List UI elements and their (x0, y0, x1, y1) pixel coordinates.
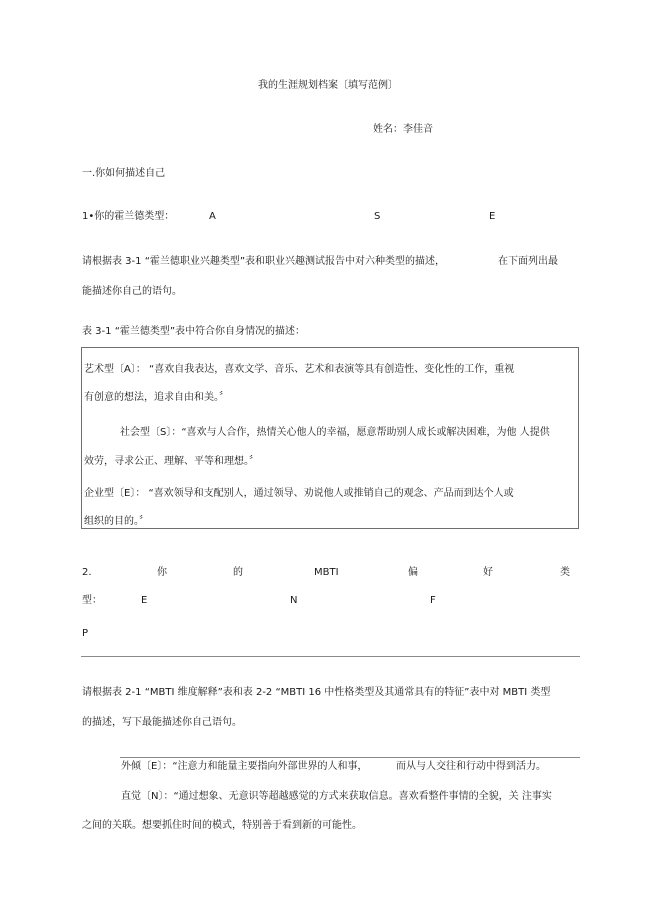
mbti-question-word-5: 偏 (408, 567, 418, 578)
mbti-instruction-line2: 的描述，写下最能描述你自己语句。 (82, 717, 242, 728)
mbti-question-word-2: 你 (157, 567, 167, 578)
extravert-description-tail: 而从与人交往和行动中得到活力。 (396, 761, 546, 772)
mbti-type-label: 型： (82, 595, 102, 606)
holland-code-3: E (489, 211, 496, 222)
mbti-question-word-3: 的 (233, 567, 243, 578)
holland-instruction-line1-tail: 在下面列出最 (498, 256, 558, 267)
student-name: 姓名：李佳音 (373, 124, 433, 135)
page-title: 我的生涯规划档案〔填写范例〕 (258, 80, 398, 91)
holland-instruction-line1: 请根据表 3-1 “霍兰德职业兴趣类型”表和职业兴趣测试报告中对六种类型的描述， (82, 256, 446, 267)
mbti-code-f: F (430, 595, 436, 606)
holland-instruction-line2: 能描述你自己的语句。 (82, 286, 182, 297)
artistic-description-line2: 有创意的想法，追求自由和美。〞 (84, 392, 229, 403)
holland-code-1: A (209, 211, 216, 222)
mbti-question-word-6: 好 (483, 567, 493, 578)
section1-heading: 一.你如何描述自己 (82, 168, 166, 179)
mbti-code-e: E (141, 595, 148, 606)
mbti-description-top-rule (120, 757, 580, 758)
mbti-code-p: P (82, 628, 89, 639)
mbti-instruction-line1: 请根据表 2-1 “MBTI 维度解释”表和表 2-2 “MBTI 16 中性格类型及其通常具有的特征”表中对 MBTI 类型 (82, 687, 551, 698)
intuition-description-line1: 直觉〔N〕：“通过想象、无意识等超越感觉的方式来获取信息。喜欢看整件事情的全貌，关 注事实 (121, 791, 552, 802)
extravert-description: 外倾〔E〕：“注意力和能量主要指向外部世界的人和事， (121, 761, 368, 772)
enterprising-description-line2: 组织的目的。〞 (84, 516, 149, 527)
section-divider (81, 656, 580, 657)
enterprising-description-line1: 企业型〔E〕： “喜欢领导和支配别人，通过领导、劝说他人或推销自己的观念、产品而到达个人或 (84, 488, 514, 499)
social-description-line2: 效劳，寻求公正、理解、平等和理想。〞 (84, 456, 259, 467)
artistic-description-line1: 艺术型〔A〕： “喜欢自我表达，喜欢文学、音乐、艺术和表演等具有创造性、变化性的工作，重视 (84, 364, 515, 375)
mbti-question-word-7: 类 (560, 567, 570, 578)
social-description-line1: 社会型〔S〕：“喜欢与人合作，热情关心他人的幸福，愿意帮助别人成长或解决困难，为他 人提供 (120, 427, 550, 438)
mbti-question-word-1: 2. (82, 567, 92, 578)
table-caption: 表 3-1 “霍兰德类型”表中符合你自身情况的描述： (82, 326, 306, 337)
mbti-code-n: N (290, 595, 298, 606)
intuition-description-line2: 之间的关联。想要抓住时间的模式，特别善于看到新的可能性。 (82, 820, 362, 831)
holland-type-label: 1•你的霍兰德类型： (82, 211, 175, 222)
holland-code-2: S (374, 211, 381, 222)
mbti-question-word-4: MBTI (314, 567, 339, 578)
